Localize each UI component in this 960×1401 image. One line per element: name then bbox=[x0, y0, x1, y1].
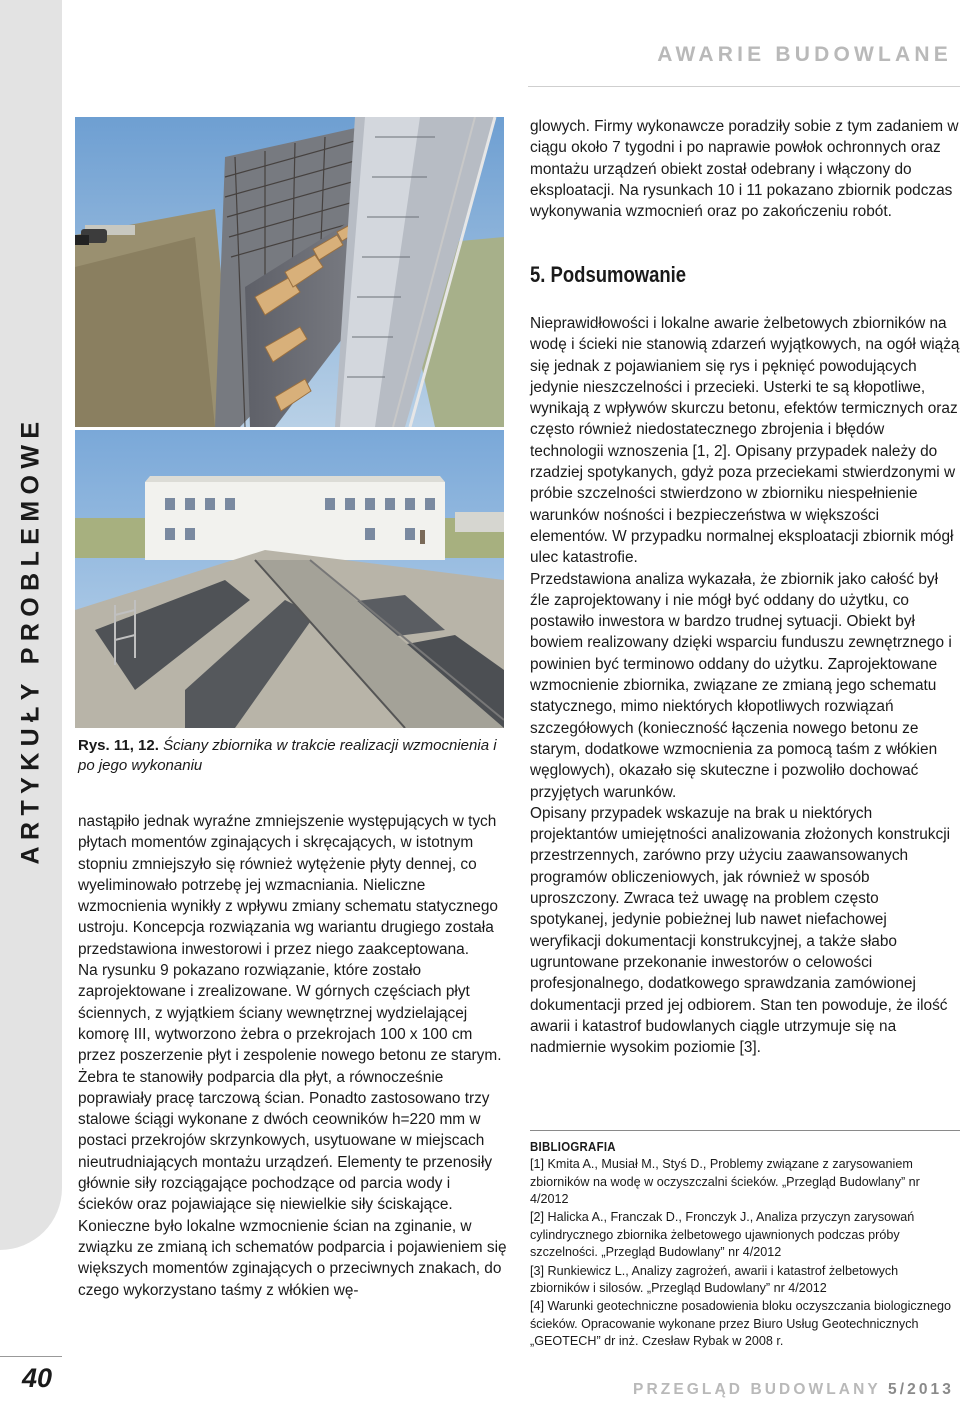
section-heading: 5. Podsumowanie bbox=[530, 262, 687, 287]
paragraph: Nieprawidłowości i lokalne awarie żelbetowych zbiorników na wodę i ścieki nie stanowią zdarzeń wyjątkowych, na ogół wiążą się jednak z pojawianiem się rys i pęknięć powodujących jedynie nieszczelności i przecieki. Usterki te są kłopotliwe, wynikają z wpływów skurczu betonu, efektów termicznych oraz często również niedostatecznego zbrojenia i błędów technologii wznoszenia [1, 2]. Opisany przypadek należy do rzadziej spotykanych, gdyż poza przeciekami stwierdzonymi w próbie szczelności stwierdzono w zbiorniku niespełnienie warunków nośności i bezpieczeństwa w większości elementów. W przypadku normalnej eksploatacji zbiornik mógł ulec katastrofie. bbox=[530, 315, 960, 567]
bibliography-item: [1] Kmita A., Musiał M., Styś D., Problemy związane z zarysowaniem zbiorników na wodę w oczyszczalni ścieków. „Przegląd Budowlany” nr 4/2012 bbox=[530, 1157, 920, 1207]
figure-caption-label: Rys. 11, 12. bbox=[78, 737, 159, 754]
paragraph: nastąpiło jednak wyraźne zmniejszenie występujących w tych płytach momentów zginających i skręcających, w istotnym stopniu zmniejszyło się również wytężenie płyty dennej, co wyeliminowało potrzebę jej wzmacniania. Nieliczne wzmocnienia wynikły z wpływu zmiany schematu statycznego ustroju. Koncepcja rozwiązania wg wariantu drugiego została przedstawiona inwestorowi i przez niego zaakceptowana. bbox=[78, 813, 498, 958]
journal-footer bbox=[633, 1381, 954, 1399]
bibliography-list bbox=[530, 1156, 960, 1352]
right-column-intro bbox=[530, 116, 960, 222]
figure-caption-text: Ściany zbiornika w trakcie realizacji wzmocnienia i po jego wykonaniu bbox=[78, 737, 497, 774]
paragraph: Przedstawiona analiza wykazała, że zbiornik jako całość był źle zaprojektowany i nie mógł być oddany do użytku, co postawiło inwestora w bardzo trudnej sytuacji. Obiekt był bowiem realizowany dzięki wsparciu funduszu zewnętrznego i powinien być terminowo oddany do użytku. Zaprojektowane wzmocnienie zbiornika, związane ze zmianą jego schematu statycznego, mimo niektórych kłopotliwych rozwiązań szczegółowych (konieczność łączenia nowego betonu ze starym, dodatkowe wzmocnienia za pomocą taśm z włókien węglowych), okazało się skuteczne i pozwoliło dochować przyjętych warunków. bbox=[530, 570, 952, 801]
running-header: AWARIE BUDOWLANE bbox=[657, 43, 952, 66]
bibliography-item: [4] Warunki geotechniczne posadowienia bloku oczyszczania biologicznego ścieków. Opracowanie wykonane przez Biuro Usług Geotechnicznych „GEOTECH” dr inż. Czesław Rybak w 2008 r. bbox=[530, 1299, 951, 1349]
bibliography-heading: BIBLIOGRAFIA bbox=[530, 1139, 616, 1154]
footer-rule bbox=[0, 1356, 62, 1357]
section-tab-label: ARTYKUŁY PROBLEMOWE bbox=[16, 415, 45, 865]
header-rule bbox=[528, 86, 960, 87]
left-column bbox=[78, 811, 508, 1301]
bibliography-item: [2] Halicka A., Franczak D., Fronczyk J., Analiza przyczyn zarysowań cylindrycznego zbiornika żelbetowego ujawnionych podczas próby szczelności. „Przegląd Budowlany” nr 4/2012 bbox=[530, 1210, 915, 1260]
paragraph: Opisany przypadek wskazuje na brak u niektórych projektantów umiejętności analizowania złożonych konstrukcji przestrzennych, zarówno przy użyciu zaawansowanych programów obliczeniowych, jak również w sposób uproszczony. Zwraca też uwagę na problem często spotykanej, jedynie pobieżnej lub nawet niefachowej weryfikacji dokumentacji konstrukcyjnej, a także słabo ugruntowane przekonanie inwestorów o celowości profesjonalnego, dodatkowego sprawdzania zamówionej dokumentacji przed jej odbiorem. Stan ten powoduje, że ilość awarii i katastrof budowlanych ciągle utrzymuje się na nadmiernie wysokim poziomie [3]. bbox=[530, 804, 951, 1057]
journal-name: PRZEGLĄD BUDOWLANY bbox=[633, 1381, 881, 1398]
paragraph: Na rysunku 9 pokazano rozwiązanie, które zostało zaprojektowane i zrealizowane. W górnych częściach płyt ściennych, z wyjątkiem ściany wewnętrznej wydzielającej komorę III, wytworzono żebra o przekrojach 100 x 100 cm przez poszerzenie płyt i zespolenie nowego betonu ze starym. Żebra te stanowiły podparcia dla płyt, a równocześnie poprawiały pracę tarczową ścian. Ponadto zastosowano trzy stalowe ściągi wykonane z dwóch ceowników h=220 mm w postaci przekrojów skrzynkowych, usytuowane w miejscach nieutrudniających montażu urządzeń. Elementy te przenosiły głównie siły rozciągające pochodzące od parcia wody i ścieków oraz pojawiające się niewielkie siły ściskające. Konieczne było lokalne wzmocnienie ścian na zginanie, w związku ze zmianą ich schematów podparcia i pojawieniem się większych momentów zginających o przeciwnych znakach, do czego wykorzystano taśmy z włókien wę- bbox=[78, 962, 507, 1299]
bibliography-rule bbox=[530, 1130, 960, 1131]
journal-issue: 5/2013 bbox=[887, 1381, 954, 1398]
paragraph: glowych. Firmy wykonawcze poradziły sobie z tym zadaniem w ciągu około 7 tygodni i po naprawie powłok ochronnych oraz montażu urządzeń obiekt został odebrany i włączony do eksploatacji. Na rysunkach 10 i 11 pokazano zbiornik podczas wykonywania wzmocnień oraz po zakończeniu robót. bbox=[530, 118, 959, 221]
page-number: 40 bbox=[22, 1363, 53, 1393]
bibliography-item: [3] Runkiewicz L., Analizy zagrożeń, awarii i katastrof żelbetowych zbiorników i silosów. „Przegląd Budowlany” nr 4/2012 bbox=[530, 1263, 899, 1296]
figure-caption bbox=[78, 736, 506, 775]
right-column-summary bbox=[530, 313, 960, 1058]
figure-photo-completed-tank bbox=[75, 430, 504, 728]
figure-photo-construction bbox=[75, 117, 504, 427]
